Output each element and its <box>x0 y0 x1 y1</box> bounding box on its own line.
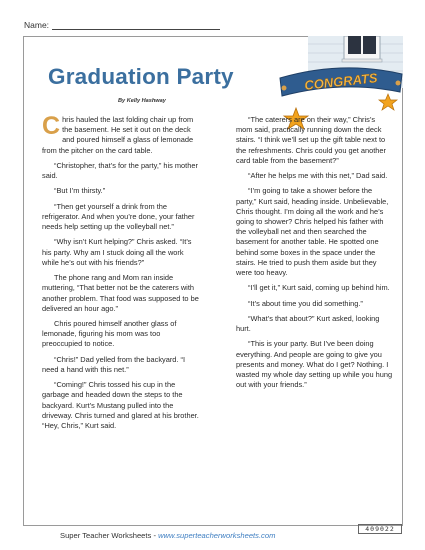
story-paragraph: “Why isn’t Kurt helping?” Chris asked. “It’s his party. Why am I stuck doing all the work while he’s out with his friends?” <box>42 237 192 267</box>
story-paragraph: C hris hauled the last folding chair up from the basement. He set it out on the deck and poured himself a glass of lemonade from the pitcher on the card table. <box>42 112 194 155</box>
worksheet-code: 409022 <box>358 524 402 534</box>
drop-cap: C <box>42 112 61 140</box>
story-paragraph: “Chris!” Dad yelled from the backyard. “I need a hand with this net.” <box>42 354 186 374</box>
story-column-left <box>42 112 199 436</box>
name-row <box>24 20 220 30</box>
story-paragraph: “This is your party. But I’ve been doing everything. And people are going to give you presents and money. What do I get? Nothing. I wasted my whole day setting up while you hung out with your friends.” <box>236 339 393 390</box>
story-paragraph: “It’s about time you did something.” <box>248 298 363 308</box>
window-icon <box>342 36 382 62</box>
story-paragraph: “What’s that about?” Kurt asked, looking hurt. <box>236 313 380 334</box>
name-label: Name: <box>24 20 50 30</box>
banner-text: CONGRATS <box>303 70 379 93</box>
story-title: Graduation Party <box>48 64 234 89</box>
story-paragraph: Chris poured himself another glass of lemonade, figuring his mom was too preoccupied to notice. <box>42 319 177 349</box>
name-blank-line[interactable] <box>52 21 220 30</box>
footer-url-link[interactable]: www.superteacherworksheets.com <box>158 531 276 540</box>
story-paragraph: “But I’m thirsty.” <box>54 186 106 196</box>
story-paragraph: “I’ll get it,” Kurt said, coming up behind him. <box>248 283 390 293</box>
story-paragraph: “Then get yourself a drink from the refrigerator. And when you’re done, your father needs help setting up the volleyball net.” <box>42 201 195 232</box>
story-paragraph: “The caterers are on their way,” Chris’s mom said, practically running down the deck stairs. “I think we’ll set up the gift table next to the refreshments. Chris could you get another card table from the basement?” <box>236 115 386 165</box>
star-icon <box>379 94 397 110</box>
story-paragraph: “I’m going to take a shower before the party,” Kurt said, heading inside. Unbelievable, Chris thought. I’m doing all the work and he’s going to shower? Chris helped his father with the volleyball net and then searched the basement for another table. He spotted one behind some boxes in the space under the stairs. He tried to push them aside but they were too heavy. <box>236 186 389 278</box>
footer-brand: Super Teacher Worksheets <box>60 531 152 540</box>
story-paragraph: “After he helps me with this net,” Dad said. <box>248 171 388 181</box>
story-column-right <box>236 115 393 396</box>
story-byline: By Kelly Hashway <box>118 98 166 104</box>
footer <box>60 531 275 540</box>
story-paragraph: “Christopher, that’s for the party,” his mother said. <box>42 160 198 181</box>
story-paragraph: “Coming!” Chris tossed his cup in the garbage and headed down the steps to the backyard. Kurt’s Mustang pulled into the driveway. Chris turned and glared at his brother. “Hey, Chris,” Kurt said. <box>42 380 199 431</box>
footer-separator: - <box>151 531 159 540</box>
story-paragraph: The phone rang and Mom ran inside muttering, “That better not be the caterers with another problem. That food was supposed to be delivered an hour ago.” <box>42 273 199 313</box>
